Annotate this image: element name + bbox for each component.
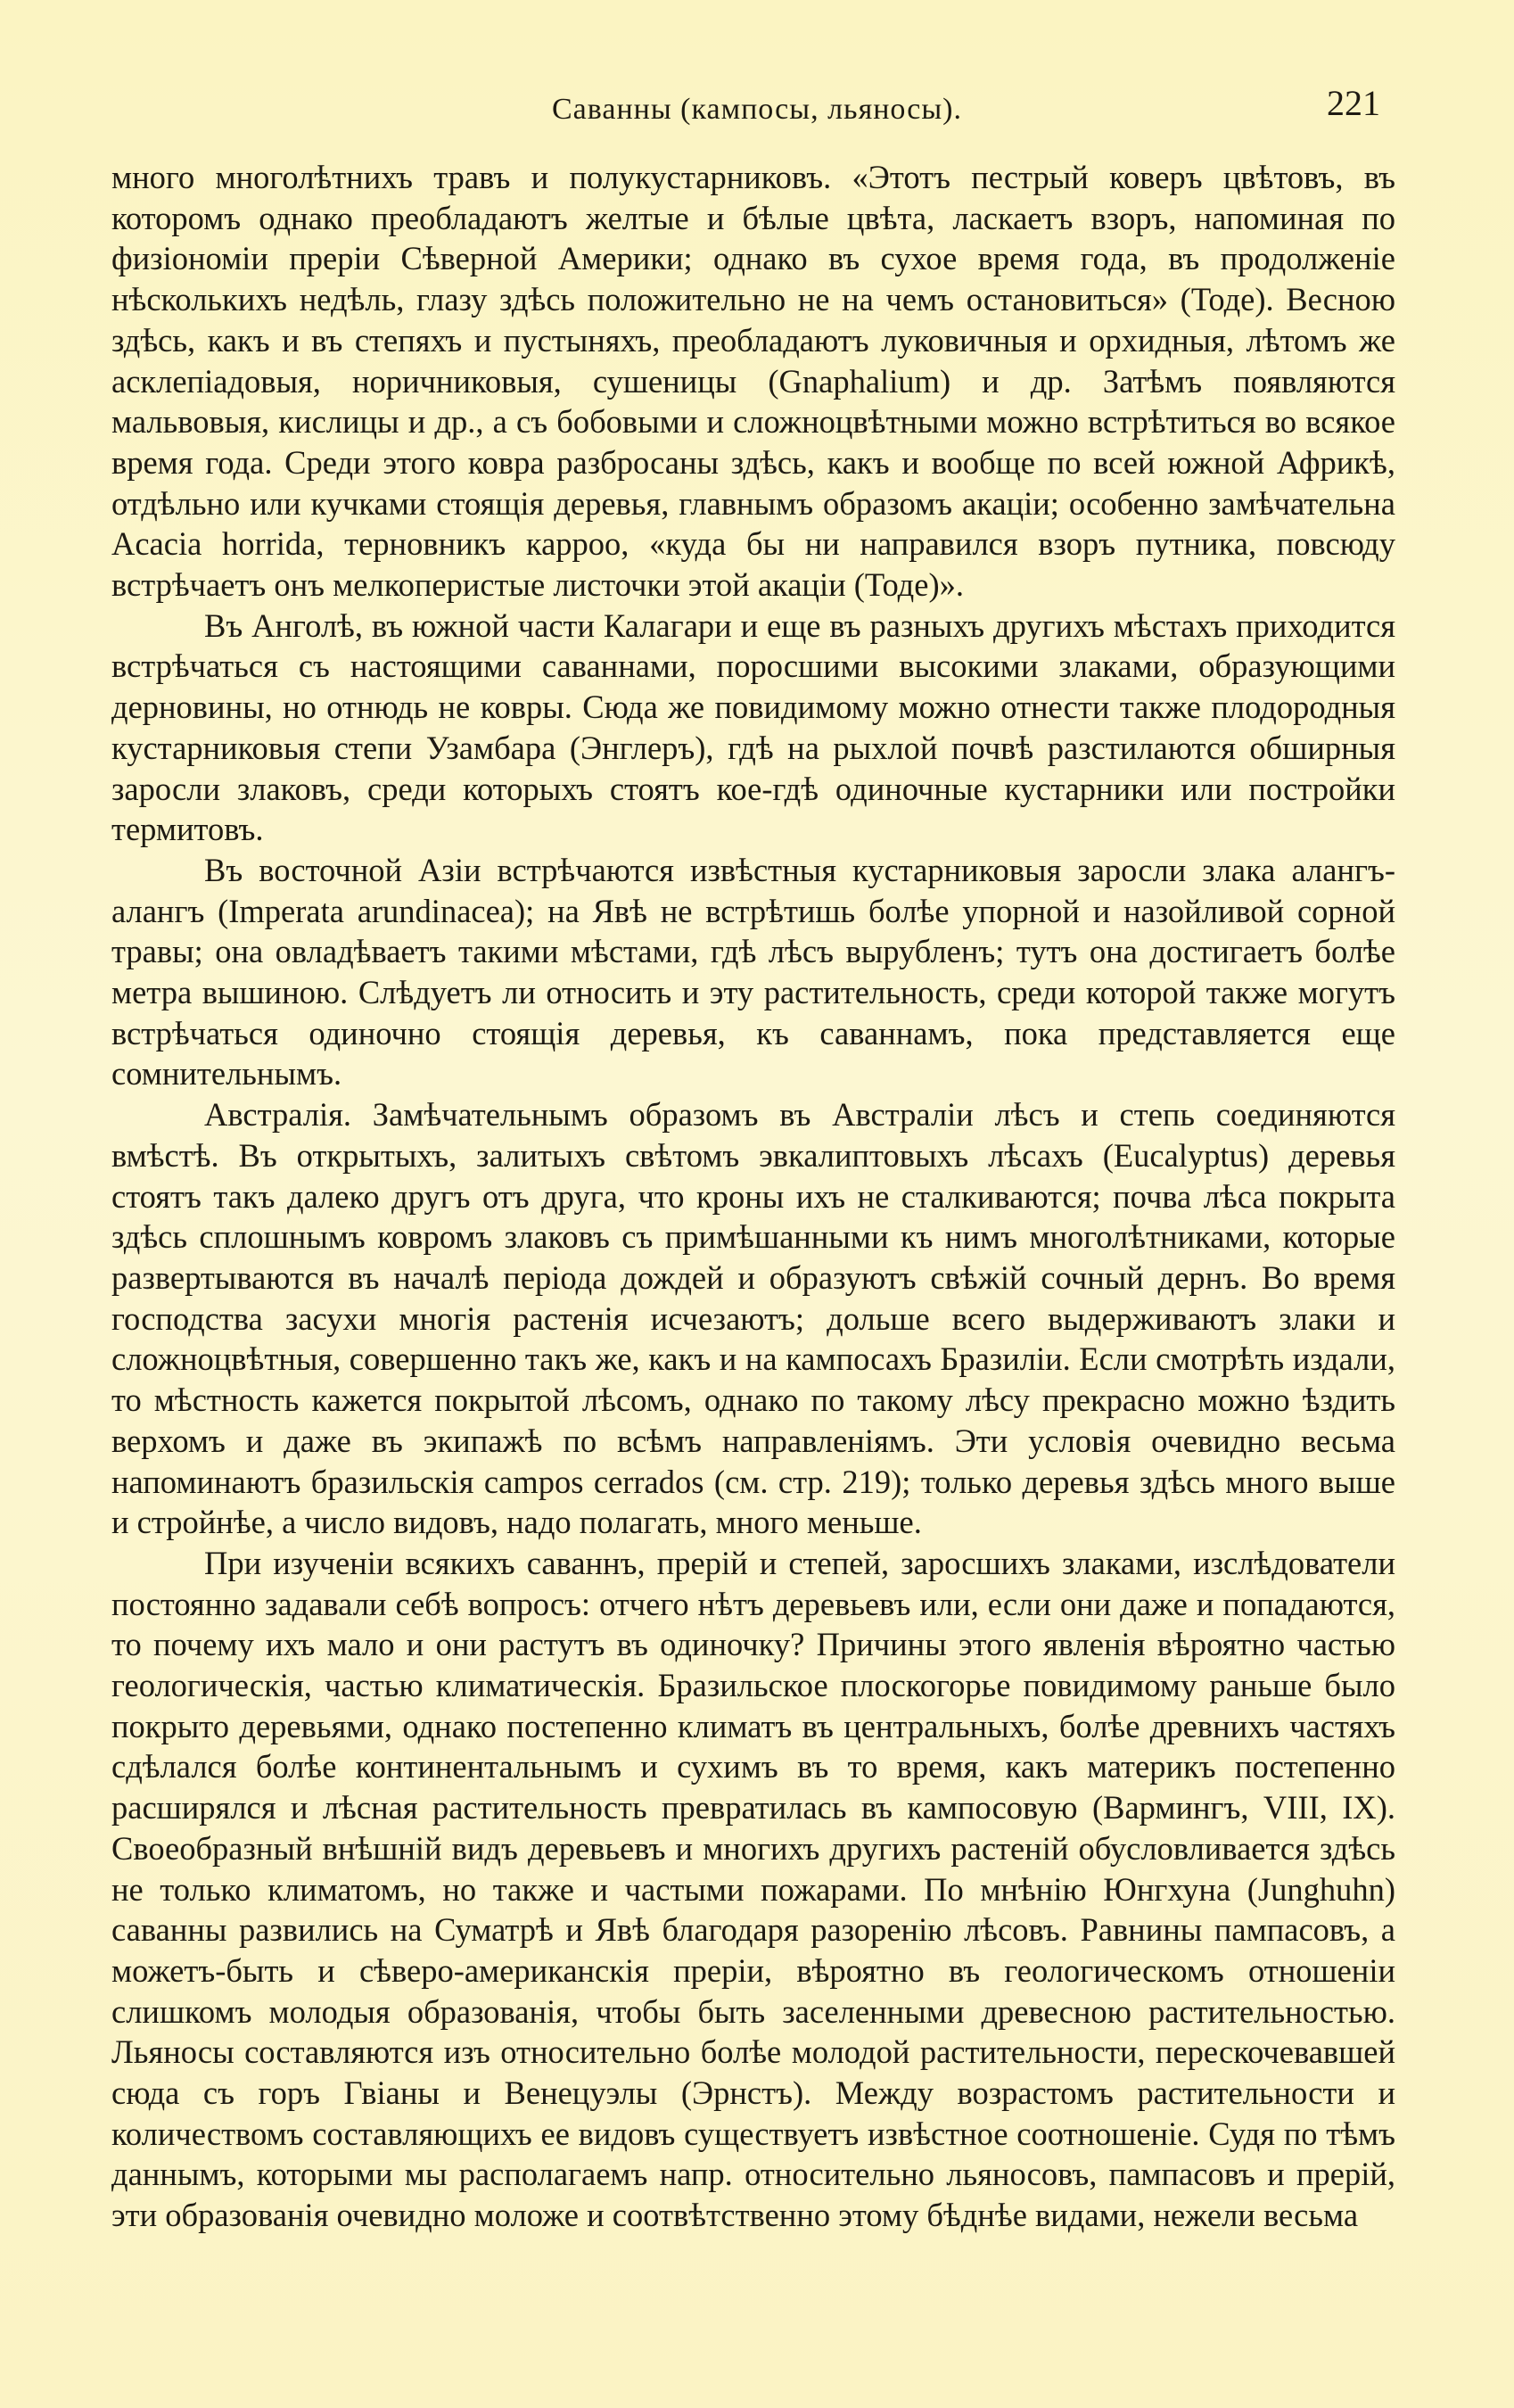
paragraph: При изученіи всякихъ саваннъ, прерій и степей, заросшихъ злаками, изслѣдователи постоянно задавали себѣ вопросъ: отчего нѣтъ деревьевъ или, если они даже и попадаются, то почему ихъ мало и они растутъ въ одиночку? Причины этого явленія вѣроятно частью геологическія, частью климатическія. Бразильское плоскогорье повидимому раньше было покрыто деревьями, однако постепенно климатъ въ центральныхъ, болѣе древнихъ частяхъ сдѣлался болѣе континентальнымъ и сухимъ въ то время, какъ материкъ постепенно расширялся и лѣсная растительность превратилась въ кампосовую (Вармингъ, VIII, IX). Своеобразный внѣшній видъ деревьевъ и многихъ другихъ растеній обусловливается здѣсь не только климатомъ, но также и частыми пожарами. По мнѣнію Юнгхуна (Junghuhn) саванны развились на Суматрѣ и Явѣ благодаря разоренію лѣсовъ. Равнины пампасовъ, а можетъ-быть и сѣверо-американскія преріи, вѣроятно въ геологическомъ отношеніи слишкомъ молодыя образованія, чтобы быть заселенными древесною растительностью. Льяносы составляются изъ относительно болѣе молодой растительности, перескочевавшей сюда съ горъ Гвіаны и Венецуэлы (Эрнстъ). Между возрастомъ растительности и количествомъ составляющихъ ее видовъ существуетъ извѣстное соотношеніе. Судя по тѣмъ даннымъ, которыми мы располагаемъ напр. относительно льяносовъ, пампасовъ и прерій, эти образованія очевидно моложе и соотвѣтственно этому бѣднѣе видами, нежели весьма: [111, 1544, 1395, 2234]
paragraph: много многолѣтнихъ травъ и полукустарниковъ. «Этотъ пестрый коверъ цвѣтовъ, въ которомъ однако преобладаютъ желтые и бѣлые цвѣта, ласкаетъ взоръ, напоминая по физіономіи преріи Сѣверной Америки; однако въ сухое время года, въ продолженіе нѣсколькихъ недѣль, глазу здѣсь положительно не на чемъ остановиться» (Тоде). Весною здѣсь, какъ и въ степяхъ и пустыняхъ, преобладаютъ луковичныя и орхидныя, лѣтомъ же асклепіадовыя, норичниковыя, сушеницы (Gnaphalium) и др. Затѣмъ появляются мальвовыя, кислицы и др., а съ бобовыми и сложноцвѣтными можно встрѣтиться во всякое время года. Среди этого ковра разбросаны здѣсь, какъ и вообще по всей южной Африкѣ, отдѣльно или кучками стоящія деревья, главнымъ образомъ акаціи; особенно замѣчательна Acacia horrida, терновникъ карроо, «куда бы ни направился взоръ путника, повсюду встрѣчаетъ онъ мелкоперистые листочки этой акаціи (Тоде)».: [111, 159, 1395, 604]
paragraph: Въ восточной Азіи встрѣчаются извѣстныя кустарниковыя заросли злака алангъ-алангъ (Imperata arundinacea); на Явѣ не встрѣтишь болѣе упорной и назойливой сорной травы; она овладѣваетъ такими мѣстами, гдѣ лѣсъ вырубленъ; тутъ она достигаетъ болѣе метра вышиною. Слѣдуетъ ли относить и эту растительность, среди которой также могутъ встрѣчаться одиночно стоящія деревья, къ саваннамъ, пока представляется еще сомнительнымъ.: [111, 851, 1395, 1093]
page-header: [0, 82, 1514, 136]
paragraph: Австралія. Замѣчательнымъ образомъ въ Австраліи лѣсъ и степь соединяются вмѣстѣ. Въ открытыхъ, залитыхъ свѣтомъ эвкалиптовыхъ лѣсахъ (Eucalyptus) деревья стоятъ такъ далеко другъ отъ друга, что кроны ихъ не сталкиваются; почва лѣса покрыта здѣсь сплошнымъ ковромъ злаковъ съ примѣшанными къ нимъ многолѣтниками, которые развертываются въ началѣ періода дождей и образуютъ свѣжій сочный дернъ. Во время господства засухи многія растенія исчезаютъ; дольше всего выдерживаютъ злаки и сложноцвѣтныя, совершенно такъ же, какъ и на кампосахъ Бразиліи. Если смотрѣть издали, то мѣстность кажется покрытой лѣсомъ, однако по такому лѣсу прекрасно можно ѣздить верхомъ и даже въ экипажѣ по всѣмъ направленіямъ. Эти условія очевидно весьма напоминаютъ бразильскія campos cerrados (см. стр. 219); только деревья здѣсь много выше и стройнѣе, а число видовъ, надо полагать, много меньше.: [111, 1096, 1395, 1541]
page-number: 221: [1327, 83, 1380, 123]
body-text: [111, 157, 1395, 2236]
paragraph: Въ Анголѣ, въ южной части Калагари и еще въ разныхъ другихъ мѣстахъ приходится встрѣчаться съ настоящими саваннами, поросшими высокими злаками, образующими дерновины, но отнюдь не ковры. Сюда же повидимому можно отнести также плодородныя кустарниковыя степи Узамбара (Энглеръ), гдѣ на рыхлой почвѣ разстилаются обширныя заросли злаковъ, среди которыхъ стоятъ кое-гдѣ одиночные кустарники или постройки термитовъ.: [111, 606, 1395, 848]
running-title: Саванны (кампосы, льяносы).: [551, 93, 963, 126]
